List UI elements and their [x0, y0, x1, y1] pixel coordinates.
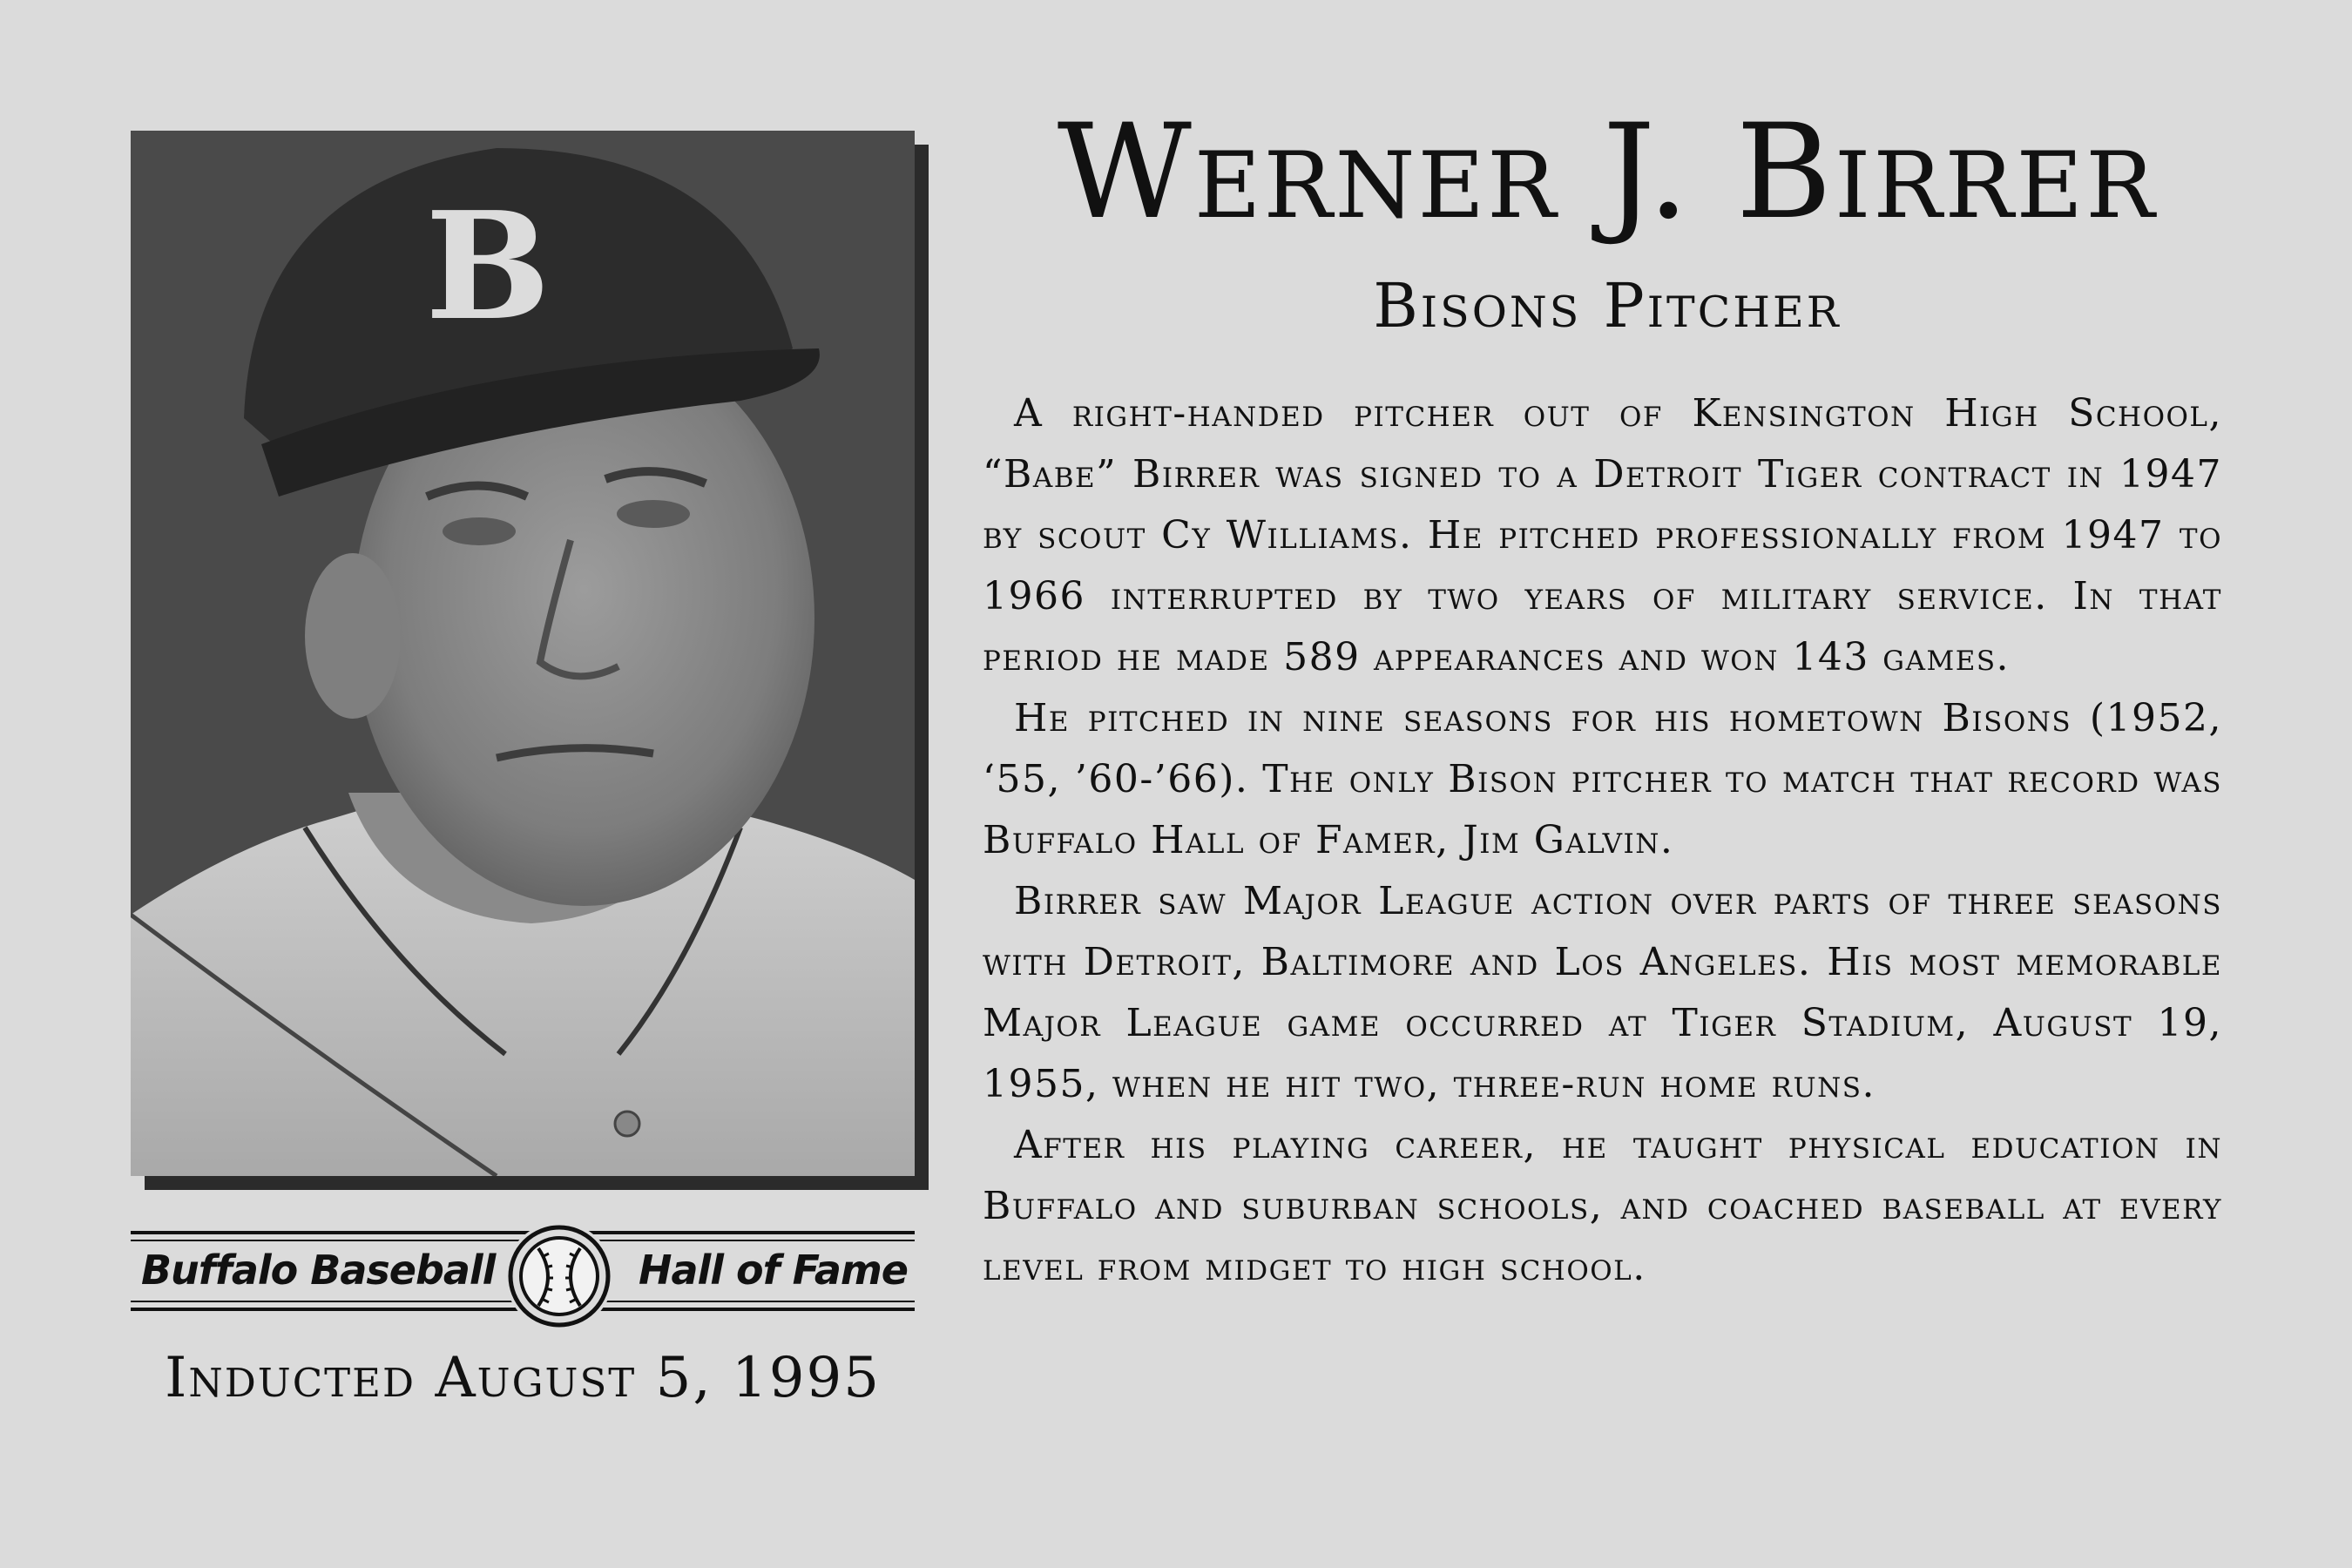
baseball-icon: [505, 1222, 613, 1330]
cap-logo: B: [425, 179, 551, 354]
biography: [983, 383, 2222, 1298]
inductee-position: Bisons Pitcher: [1373, 270, 1842, 341]
bio-paragraph: Birrer saw Major League action over parts of three seasons with Detroit, Baltimore and Los Angeles. His most memorable Major League game occurred at Tiger Stadium, August 19, 1955, when he hit two, three-run home runs.: [983, 879, 2222, 1106]
logo-text-buffalo-baseball: Buffalo Baseball: [141, 1247, 496, 1294]
player-photo: [131, 131, 915, 1176]
bio-paragraph: After his playing career, he taught physical education in Buffalo and suburban schools, and coached baseball at every level from midget to high school.: [983, 1123, 2222, 1289]
inductee-name: Werner J. Birrer: [1057, 97, 2158, 248]
hall-of-fame-logo: [131, 1224, 915, 1328]
induction-date: Inducted August 5, 1995: [165, 1346, 881, 1410]
bio-paragraph: A right-handed pitcher out of Kensington High School, “Babe” Birrer was signed to a Detroit Tiger contract in 1947 by scout Cy Williams. He pitched professionally from 1947 to 1966 interrupted by two years of military service. In that period he made 589 appearances and won 143 games.: [983, 391, 2222, 679]
bio-paragraph: He pitched in nine seasons for his hometown Bisons (1952, ‘55, ’60-’66). The only Bison pitcher to match that record was Buffalo Hall of Famer, Jim Galvin.: [983, 696, 2222, 862]
logo-text-hall-of-fame: Hall of Fame: [638, 1247, 908, 1294]
